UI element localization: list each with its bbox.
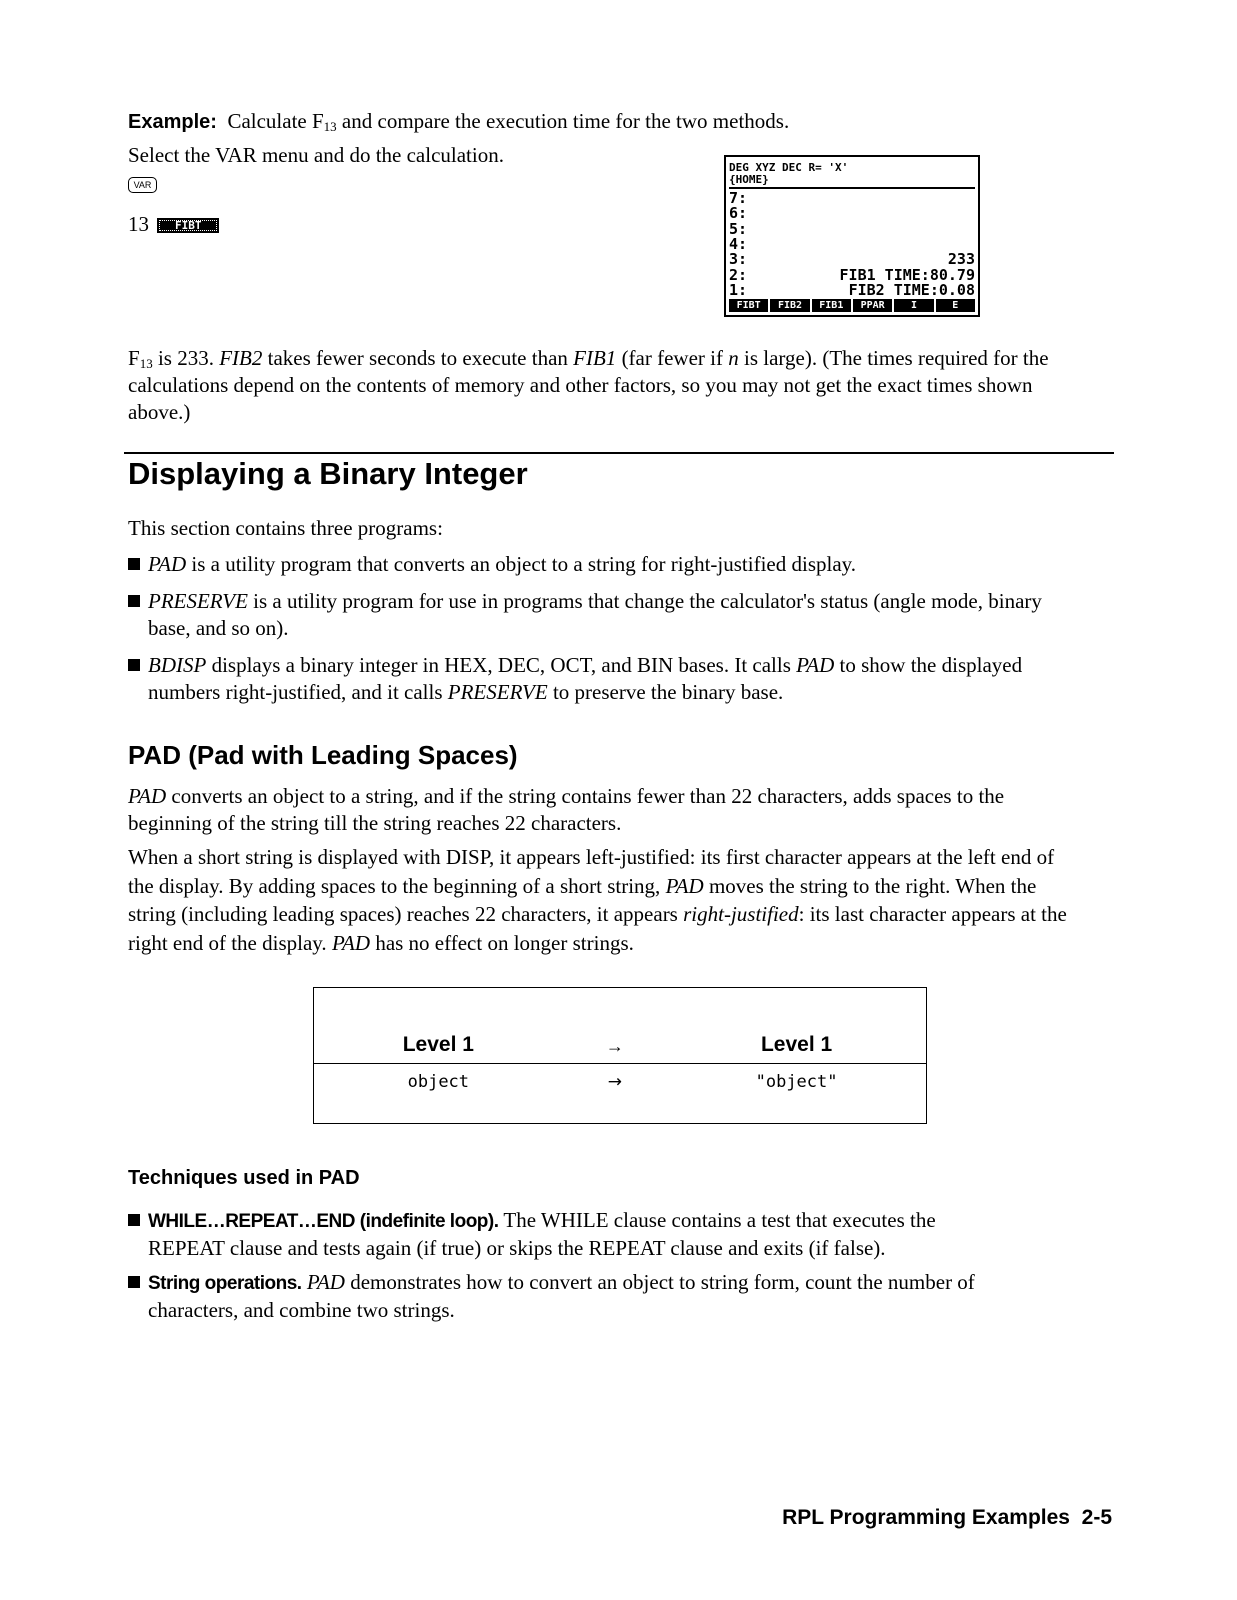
stack-level-value: FIB1 TIME:80.79 (839, 265, 975, 284)
stack-level-row (729, 280, 975, 299)
stack-level-value: FIB2 TIME:0.08 (848, 280, 975, 299)
bullet-pad: PAD is a utility program that converts an object to a string for right-justified display. (128, 551, 856, 578)
calculator-screen (724, 155, 980, 317)
stack-level-row (729, 234, 975, 253)
menu-key-i: I (894, 299, 933, 312)
input-object: object (407, 1072, 470, 1092)
stack-level-label: 3: (729, 250, 748, 269)
example-label: Example: (128, 111, 217, 133)
technique-string-operations: String operations. PAD demonstrates how to convert an object to string form, count the number of characters, and combine two strings. (128, 1269, 975, 1324)
example-line (128, 108, 789, 136)
row-arrow-icon: → (607, 1072, 623, 1092)
var-key-icon: VAR (128, 177, 157, 193)
stack-diagram-table (313, 987, 927, 1124)
stack-level-row (729, 191, 975, 206)
stack-level-row (729, 219, 975, 238)
header-input-level: Level 1 (402, 1033, 474, 1056)
stack-level-row (729, 206, 975, 221)
menu-bar (729, 299, 975, 312)
output-object: "object" (755, 1072, 838, 1092)
stack-level-label: 7: (729, 189, 748, 207)
pad-heading: PAD (Pad with Leading Spaces) (128, 740, 518, 770)
stack-level-label: 4: (729, 234, 748, 253)
page-footer (782, 1505, 1112, 1531)
section-rule (124, 452, 1114, 454)
pad-paragraph-1: PAD converts an object to a string, and if the string contains fewer than 22 characters, adds spaces to the beginning of the string till the string reaches 22 characters. (128, 784, 1005, 835)
stack-level-label: 2: (729, 265, 748, 284)
result-paragraph: $F_{13}$ is 233. FIB2 takes fewer seconds to execute than FIB1 (far fewer if n is large). (The times required for the calculations depend on the contents of memory and other factors, so you may not get the exact times shown above.) (128, 346, 1049, 424)
example-text: Calculate $F_{13}$ and compare the execution time for the two methods. (227, 109, 790, 134)
entry-number: 13 (128, 212, 149, 236)
techniques-heading: Techniques used in PAD (128, 1167, 360, 1189)
bullet-square-icon (128, 1276, 140, 1288)
menu-key-ppar: PPAR (853, 299, 892, 312)
stack-level-label: 1: (729, 280, 748, 299)
table-header-row (314, 988, 927, 1064)
bullet-square-icon (128, 558, 140, 570)
header-output-level: Level 1 (760, 1033, 833, 1056)
bullet-square-icon (128, 595, 140, 607)
bullet-square-icon (128, 1214, 140, 1226)
pad-paragraph-2: When a short string is displayed with DISP, it appears left-justified: its first character appears at the left end of the display. By adding spaces to the beginning of a short string, PAD moves the string to the right. When the string (including leading spaces) reaches 22 characters, it appears right-justified: its last character appears at the right end of the display. PAD has no effect on longer strings. (128, 845, 1067, 955)
status-line: DEG XYZ DEC R= 'X' (729, 161, 849, 174)
fibt-softkey-icon: FIBT (157, 218, 219, 233)
technique-while-loop: WHILE…REPEAT…END (indefinite loop). The WHILE clause contains a test that executes the REPEAT clause and tests again (if true) or skips the REPEAT clause and exits (if false). (128, 1207, 936, 1262)
menu-key-fib1: FIB1 (812, 299, 851, 312)
section-intro: This section contains three programs: (128, 516, 443, 540)
page-number: 2-5 (1081, 1506, 1112, 1529)
stack-level-value: 233 (947, 250, 975, 269)
section-title: Displaying a Binary Integer (128, 456, 528, 491)
stack-level-label: 5: (729, 219, 748, 238)
header-arrow-icon: → (605, 1036, 624, 1056)
path-line: {HOME} (729, 174, 975, 189)
keystroke-line (128, 211, 219, 238)
menu-key-e: E (936, 299, 975, 312)
bullet-bdisp: BDISP displays a binary integer in HEX, DEC, OCT, and BIN bases. It calls PAD to show the displayed numbers right-justified, and it calls PRESERVE to preserve the binary base. (128, 652, 1022, 706)
example-instruction: Select the VAR menu and do the calculation. (128, 143, 504, 167)
menu-key-fibt: FIBT (729, 299, 768, 312)
bullet-preserve: PRESERVE is a utility program for use in programs that change the calculator's status (angle mode, binary base, and so on). (128, 588, 1042, 642)
stack-level-label: 6: (729, 204, 748, 223)
footer-text: RPL Programming Examples (782, 1506, 1070, 1529)
bullet-square-icon (128, 659, 140, 671)
table-row (314, 1064, 927, 1124)
menu-key-fib2: FIB2 (770, 299, 809, 312)
